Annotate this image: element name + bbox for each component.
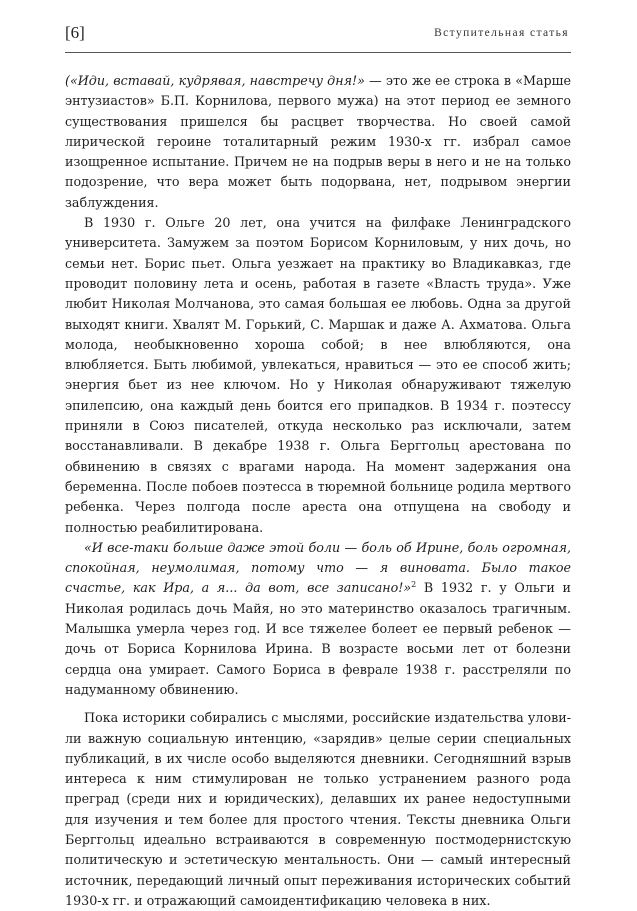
footnote-marker: 2 (411, 580, 417, 590)
quote-2: «И все-таки больше даже этой боли — боль об Ирине, боль огромная, спокойная, неумолимая, потому что — я виновата. Было такое счастье, как Ира, а я... да вот, все записано!» (65, 539, 571, 596)
paragraph-2-text: В 1930 г. Ольге 20 лет, она учится на филфаке Ленинградского университета. Замужем за поэтом Борисом Корниловым, у них дочь, но семьи нет. Борис пьет. Ольга уезжает на практику во Владикавказ, где проводит половину лета и осень, работая в газете «Власть труда». Уже любит Николая Молчанова, это самая большая ее любовь. Одна за другой выходят книги. Хвалят М. Горький, С. Маршак и даже А. Ахматова. Ольга молода, необыкновенно хороша собой; в нее влюбляются, она влюбляется. Быть любимой, увлекаться, нравиться — это ее способ жить; энергия бьет из нее ключом. Но у Николая обнаруживают тяжелую эпилепсию, она каждый день боится его припадков. В 1934 г. поэтессу приняли в Союз писателей, откуда несколько раз исключали, затем восстанавливали. В декабре 1938 г. Ольга Берггольц арестована по обвинению в связях с врагами народа. На момент задержания она беременна. После побоев поэтесса в тюремной больнице родила мертвого ребенка. Через полгода после ареста она отпущена на свободу и полностью реабилитирована. (65, 215, 571, 535)
paragraph-4-text: Пока историки собирались с мыслями, российские издательства уловили важную социальную интенцию, «зарядив» целые серии специальных публикаций, в их числе особо выделяются дневники. Сегодняшний взрыв интереса к ним стимулирован не только устранением разного рода преград (среди них и юридических), делавших их ранее недоступными для изучения и тем более для простого чтения. Тексты дневника Ольги Берггольц идеально встраиваются в современную постмодернистскую политическую и эстетическую ментальность. Они — самый интересный источник, передающий личный опыт переживания исторических событий 1930-х гг. и отражающий самоидентификацию человека в них. (65, 710, 571, 908)
paragraph-3-text: В 1932 г. у Ольги и Николая родилась дочь Майя, но это материнство оказалось трагичным. Малышка умерла через год. И все тяжелее болеет ее первый ребенок — дочь от Бориса Корнилова Ирина. В возрасте восьми лет от болезни сердца она умирает. Самого Бориса в феврале 1938 г. расстреляли по надуманному обвинению. (65, 580, 571, 697)
paragraph-2 (65, 213, 571, 538)
paragraph-3 (65, 538, 571, 700)
article-body (65, 71, 571, 911)
quote-1: («Иди, вставай, кудрявая, навстречу дня!» — (65, 73, 382, 88)
page-header (65, 22, 571, 53)
page-number: [6] (65, 23, 85, 42)
paragraph-1-text: это же ее строка в «Марше энтузиастов» Б.П. Корнилова, первого мужа) на этот период ее земного существования пришелся бы расцвет творчества. Но своей самой лирической героине тоталитарный режим 1930-х гг. избрал самое изощренное испытание. Причем не на подрыв веры в него и не на только подозрение, что вера может быть подорвана, нет, подрывом энергии заблуждения. (65, 73, 571, 210)
paragraph-1 (65, 71, 571, 213)
running-title: Вступительная статья (434, 27, 569, 39)
paragraph-4 (65, 708, 571, 911)
